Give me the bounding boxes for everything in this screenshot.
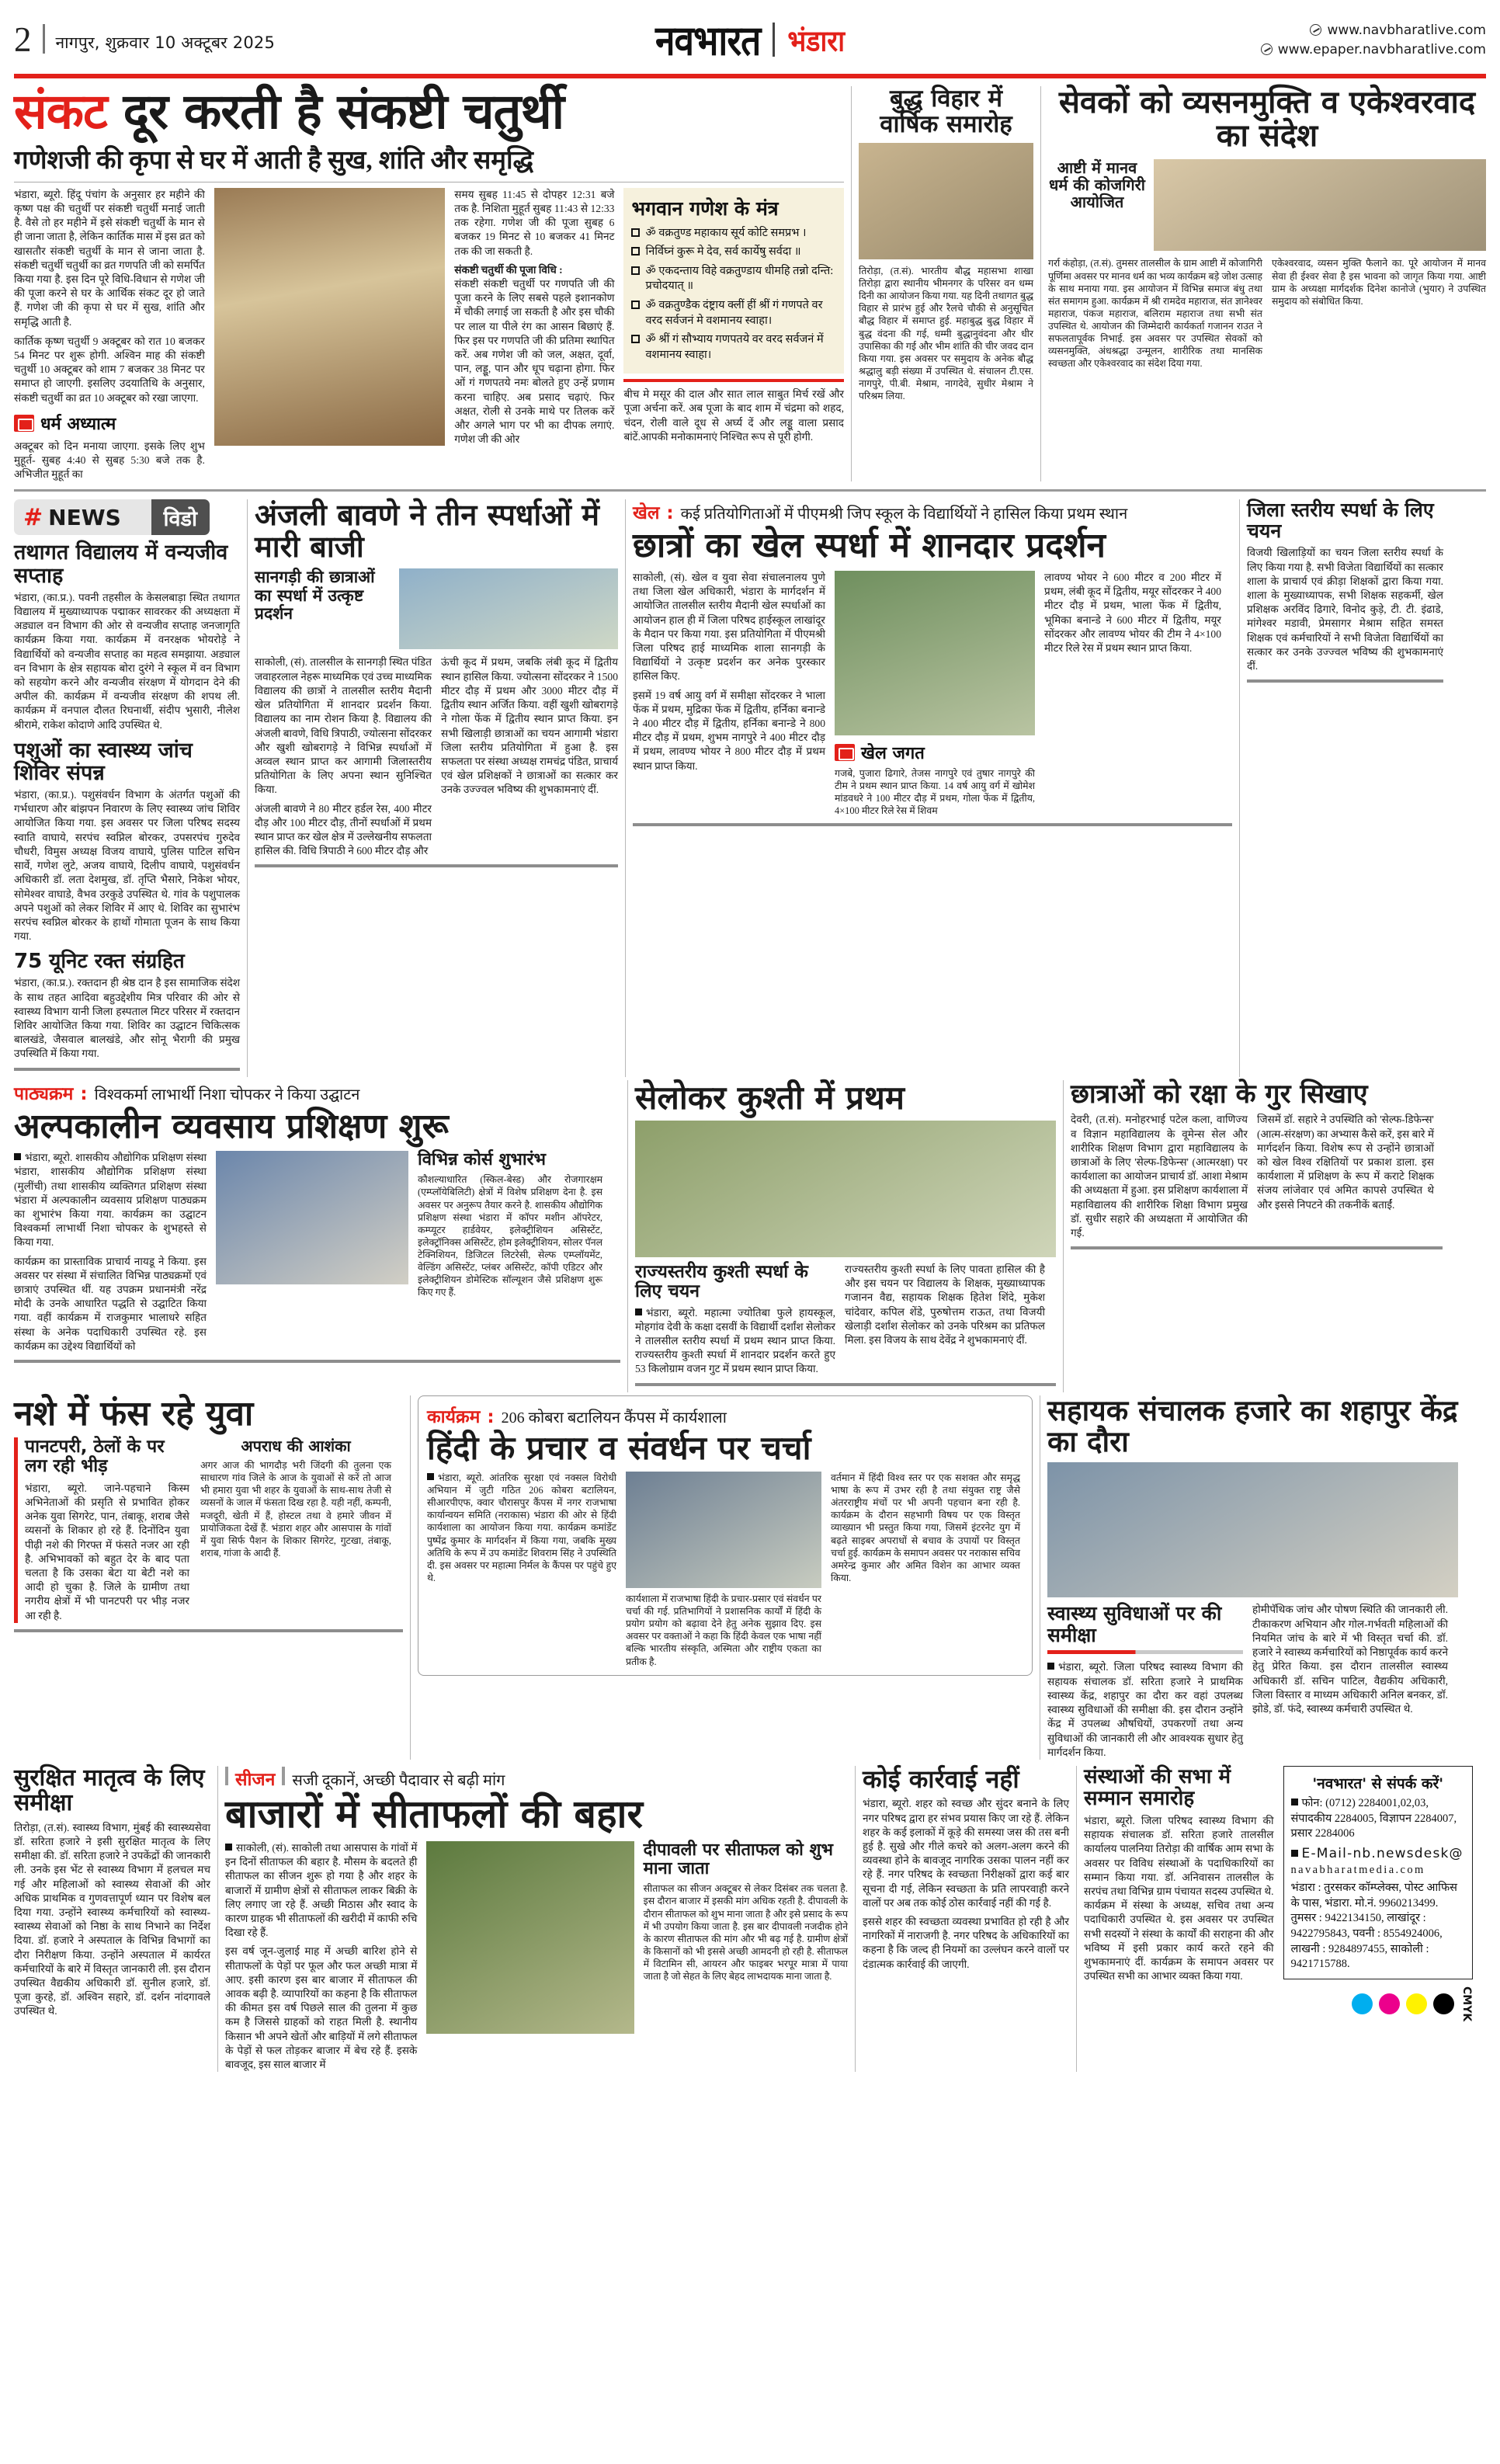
contact-email-domain[interactable]: navabharatmedia.com xyxy=(1290,1864,1425,1877)
mantra-box-rule xyxy=(623,379,844,382)
tathagat-body: भंडारा, (का.प्र.). पवनी तहसील के केसलबाड़ा स्थित तथागत विद्यालय में मुख्याध्यापक पद्माकर सावरकर की अध्यक्षता में अड्याल वन विभाग की ओर से वन्यजीव सप्ताह जनजागृति कार्यक्रम किया गया. कार्यक्रम में वनरक्षक भोयरोड़े ने विद्यार्थियों को वन्यजीव सप्ताह का महत्व समझाया. अड्याल वन विभाग के क्षेत्र सहायक बोरा दुरंगे ने स्कूल में वन विभाग को सहयोग करने और वन्यजीव संरक्षण में योगदान देने की अपील की. कार्यक्रम में वन्यजीव संरक्षण की शपथ ली. कार्यक्रम में वनपाल दौलत रिघनार्थी, संदीप भुसारी, नीलेश श्रीरामे, राकेश कोदाणे आदि उपस्थित थे. xyxy=(14,591,240,731)
kicker-bar xyxy=(225,1767,228,1785)
fourth-section xyxy=(14,1395,1486,1760)
kicker-colon: : xyxy=(80,1083,88,1104)
district-selection-story xyxy=(1240,499,1443,1076)
kushti-caption: राज्यस्तरीय कुश्ती स्पर्धा के लिए चयन xyxy=(635,1261,808,1302)
place-date: नागपुर, शुक्रवार 10 अक्टूबर 2025 xyxy=(55,33,276,53)
sahayak-headline: सहायक संचालक हजारे का शहापुर केंद्र का दौरा xyxy=(1047,1393,1458,1458)
fifth-section xyxy=(14,1766,1486,2072)
checkbox-icon xyxy=(631,266,640,275)
contact-title: 'नवभारत' से संपर्क करें' xyxy=(1312,1774,1444,1792)
kushti-headline: सेलोकर कुश्ती में प्रथम xyxy=(635,1078,905,1117)
cobra-workshop-photo xyxy=(626,1472,821,1588)
buddha-vihar-story xyxy=(852,86,1040,481)
lead-para-1: भंडारा, ब्यूरो. हिंदू पंचांग के अनुसार हर महीने की कृष्ण पक्ष की चतुर्थी पर संकष्टी चतुर्थी मनाई जाती है. वैसे तो हर महीने में इसे संकष्टी चतुर्थी के मान से ही जाना जाता है, लेकिन कार्तिक मास में इस व्रत को खासतौर संकष्टी चतुर्थी के मान से जाना जाता है. संकष्टी चतुर्थी चतुर्थी का व्रत गणपति जी को समर्पित किया गया है. इस दिन पूरे विधि-विधान से गणेश जी की पूजा करने से घर के आर्थिक संकट दूर हो जाते हैं. गणेश जी की कृपा से घर में सुख, शांति और समृद्धि आती है. xyxy=(14,188,205,328)
course-kicker xyxy=(14,1080,620,1105)
district-body: विजयी खिलाड़ियों का चयन जिला स्तरीय स्पर्धा के लिए किया गया है. सभी विजेता विद्यार्थियों का सत्कार शाला के प्राचार्य एवं क्रीड़ा शिक्षकों द्वारा किया गया. शाला के मुख्याध्यापक, सभी शिक्षक सहकर्मी, खेल प्रशिक्षक अरविंद ढिगारे, विनोद कुड़े, टी. टी. इंढाडे, मांगेश्वर मडावी, प्रेमसागर मेश्राम सहित समस्त शिक्षक एवं कर्मचारियों ने सभी विजेता विद्यार्थियों का सत्कार कर उनके उज्ज्वल भविष्य की शुभकामनाएं दीं. xyxy=(1247,547,1443,672)
course-story xyxy=(14,1080,627,1392)
sewak-headline: सेवकों को व्यसनमुक्ति व एकेश्वरवाद का संदेश xyxy=(1058,85,1476,155)
sports-headline: छात्रों का खेल स्पर्धा में शानदार प्रदर्शन xyxy=(633,526,1106,566)
course-para-2: कार्यक्रम का प्रास्ताविक प्राचार्य नायडू ने किया. इस अवसर पर संस्था में संचालित विभिन्न पाठ्यक्रमों एवं छात्राएं उपस्थित थीं. यह उपक्रम प्रधानमंत्री नरेंद्र मोदी के उनके आधारित पद्धति से उद्घाटित किया गया. वहीं कार्यक्रम में राजकुमार भालाधरे सहित संस्था के अनेक पदाधिकारी उपस्थित रहे. इस कार्यक्रम का उद्देश्य विद्यार्थियों को xyxy=(14,1255,207,1352)
checkbox-icon xyxy=(631,301,640,309)
kushti-winner-photo xyxy=(635,1121,1056,1257)
buddha-headline: बुद्ध विहार में वार्षिक समारोह xyxy=(880,85,1012,139)
pashu-headline: पशुओं का स्वास्थ्य जांच शिविर संपन्न xyxy=(14,738,193,785)
magenta-dot xyxy=(1379,1993,1400,2014)
sports-kicker-text: कई प्रतियोगिताओं में पीएमश्री जिप स्कूल के विद्यार्थियों ने हासिल किया प्रथम स्थान xyxy=(680,506,1128,523)
cobra-headline: हिंदी के प्रचार व संवर्धन पर चर्चा xyxy=(427,1428,811,1467)
nashe-sub-right: अपराध की आशंका xyxy=(241,1437,351,1456)
sahayak-visit-photo xyxy=(1047,1462,1458,1597)
anjali-story xyxy=(248,499,625,1076)
hash-icon: # xyxy=(23,503,43,531)
koi-para-1: भंडारा, ब्यूरो. शहर को स्वच्छ और सुंदर बनाने के लिए नगर परिषद द्वारा हर संभव प्रयास किए जा रहे हैं. लेकिन शहर के कई इलाकों में कूड़े की समस्या जस की तस बनी हुई है. सुखे और गीले कचरे को अलग-अलग करने की व्यवस्था होने के बावजूद नागरिक उसका पालन नहीं कर रहे हैं. नगर परिषद के स्वच्छता निरीक्षकों द्वारा कई बार सूचना दी गई, लेकिन स्वच्छता के प्रति लापरवाही करने वालों पर अब तक कोई ठोस कार्रवाई नहीं की गई है. xyxy=(863,1798,1069,1909)
khel-jagat-tag xyxy=(835,741,925,764)
top-section xyxy=(14,83,1486,481)
course-inauguration-photo xyxy=(216,1151,408,1284)
url-text-1: www.navbharatlive.com xyxy=(1327,22,1486,38)
masthead-left xyxy=(14,19,348,59)
mantra-item xyxy=(631,298,836,328)
aashti-event-photo xyxy=(1154,159,1486,251)
sitafal-sidebar-title: दीपावली पर सीताफल को शुभ माना जाता xyxy=(643,1840,833,1879)
matritva-headline: सुरक्षित मातृत्व के लिए समीक्षा xyxy=(14,1764,205,1817)
masthead-red-rule xyxy=(14,74,1486,78)
sports-kicker xyxy=(633,499,1232,524)
matritva-story xyxy=(14,1766,217,2072)
second-section xyxy=(14,499,1486,1076)
sanstha-headline: संस्थाओं की सभा में सम्मान समारोह xyxy=(1084,1764,1231,1810)
course-sidebar-title: विभिन्न कोर्स शुभारंभ xyxy=(418,1150,547,1170)
masthead-center xyxy=(348,16,1152,64)
yellow-dot xyxy=(1406,1993,1427,2014)
lead-headline xyxy=(14,83,844,140)
sports-team-photo xyxy=(835,571,1035,735)
lead-photo-wrap xyxy=(214,188,445,482)
mantra-item xyxy=(631,264,836,294)
lead-headline-highlight: संकट xyxy=(14,83,107,140)
kushti-body-2: राज्यस्तरीय कुश्ती स्पर्धा के लिए पावता हासिल की है और इस चयन पर विद्यालय के शिक्षक, मुख्याध्यापक गजानन वैद्य, सहायक शिक्षक हितेश शिंदे, मुकेश चांदेवार, कपिल शेंडे, पुरुषोत्तम राऊत, तथा विजयी खेलाड़ी दर्शांश सेलोकर को उनके परिश्रम का प्रतिफल मिला. इस विजय के साथ देवेंद्र ने शुभकामनाएं दीं. xyxy=(845,1263,1045,1346)
lead-story xyxy=(14,83,851,481)
left-sidebar xyxy=(14,499,247,1076)
black-dot xyxy=(1433,1993,1454,2014)
sahayak-story xyxy=(1040,1395,1458,1760)
course-kicker-tag: पाठ्यक्रम xyxy=(14,1083,74,1104)
mantra-text: ॐ वक्रतुण्ड महाकाय सूर्य कोटि समप्रभ । xyxy=(645,226,807,239)
course-para-1: भंडारा, ब्यूरो. शासकीय औद्योगिक प्रशिक्षण संस्था भंडारा, शासकीय औद्योगिक प्रशिक्षण संस्था (मुलींची) तथा शासकीय व्यक्तिगत प्रशिक्षण संस्था भंडारा में अल्पकालीन व्यवसाय प्रशिक्षण पाठ्यक्रम का शुभारंभ किया गया. कार्यक्रम का उद्घाटन विश्वकर्मा लाभार्थी निशा चोपकर के शुभहस्ते से किया गया. xyxy=(14,1152,207,1249)
sitafal-kicker-text: सजी दूकानें, अच्छी पैदावार से बढ़ी मांग xyxy=(292,1771,505,1789)
pashu-body: भंडारा, (का.प्र.). पशुसंवर्धन विभाग के अंतर्गत पशुओं की गर्भधारण और बांझपन निवारण के लिए स्वास्थ्य जांच शिविर आयोजित किया गया. इस अवसर पर जिला परिषद सदस्य स्वाति वाघाये, सरपंच स्वप्निल बोरकर, उपसरपंच गुरुदेव चौधरी, विमुस अध्यक्ष विजय वाघाये, पुलिस पाटिल सचिन सार्वे, गणेश लुटे, अजय वाघाये, दिलीप वाघाये, पशुसंवर्धन अधिकारी डॉ. लता देशमुख, डॉ. तृप्ति भैसारे, निकेश भोयर, सोमेश्वर वाघाडे, वैभव उरकुडे उपस्थित थे. गांव के पशुपालक अपने पशुओं को लेकर शिविर में आए थे. शिविर का सुभारंभ सरपंच स्वप्निल बोरकर के हाथों गोमाता पूजन के साथ किया गया. xyxy=(14,789,240,943)
sewak-sub-kicker: आष्टी में मानव धर्म की कोजगिरी आयोजित xyxy=(1049,158,1145,212)
url-text-2: www.epaper.navbharatlive.com xyxy=(1277,41,1486,57)
cobra-para-3: वर्तमान में हिंदी विश्व स्तर पर एक सशक्त और समृद्ध भाषा के रूप में उभर रही है तथा संयुक्त राष्ट्र जैसे अंतरराष्ट्रीय मंचों पर भी अपनी पहचान बना रही है. कार्यक्रम के दौरान सहभागी विषय पर एक विस्तृत व्याख्यान भी प्रस्तुत किया गया, जिसमें इंटरनेट युग में बढ़ते साइबर अपराधों से बचाव के उपायों पर विस्तृत चर्चा हुई. कार्यक्रम के समापन अवसर पर नराकास सचिव अमरेन्द्र कुमार और अमित विशेन का आभार व्यक्त किया. xyxy=(831,1472,1020,1583)
website-url-2[interactable] xyxy=(1261,42,1486,57)
course-headline: अल्पकालीन व्यवसाय प्रशिक्षण शुरू xyxy=(14,1106,449,1146)
sewak-para-2: एकेश्वरवाद, व्यसन मुक्ति फैलाने का. पूरे आयोजन में मानव सेवा ही ईश्वर सेवा है इस भावना को जागृत किया गया. आष्टी ग्राम के अध्यक्षा मार्गदर्शक दिनेश कानोजे (भुयार) ने उपस्थित समुदाय को संबोधित किया. xyxy=(1272,258,1486,307)
anjali-subhead: सानगड़ी की छात्राओं का स्पर्धा में उत्कृष्ट प्रदर्शन xyxy=(255,568,375,623)
cmyk-registration-marks xyxy=(1352,1993,1454,2014)
sports-icon xyxy=(835,744,855,761)
sports-para-3: गजबे, पुजारा ढिगारे, तेजस नागपुरे एवं तुषार नागपुरे की टीम ने प्रथम स्थान प्राप्त किया. 14 वर्ष आयु वर्ग में खोमेश मांडवधरे ने 100 मीटर दौड़ में प्रथम, गोला फेंक में द्वितीय, 4×100 मीटर रिले रेस में शिवम xyxy=(835,767,1035,817)
anjali-students-photo xyxy=(399,568,618,649)
contact-phone: फोन: (0712) 2284001,02,03, संपादकीय 2284005, विज्ञापन 2284007, प्रसार 2284006 xyxy=(1290,1796,1457,1840)
sitafal-para-1: साकोली, (सं). साकोली तथा आसपास के गांवों में इन दिनों सीताफल की बहार है. मौसम के बदलते ही सीताफल का सीजन शुरू हो गया है और शहर के बाजारों में ग्रामीण क्षेत्रों से सीताफल लाकर बिक्री के लिए लगाए जा रहे हैं. अच्छी मिठास और स्वाद के कारण ग्राहक भी सीताफलों की खरीदी में काफी रुचि दिखा रहे हैं. xyxy=(225,1841,418,1939)
cobra-para-2: कार्यशाला में राजभाषा हिंदी के प्रचार-प्रसार एवं संवर्धन पर चर्चा की गई. प्रतिभागियों ने प्रशासनिक कार्यों में हिंदी के प्रयोग प्रयोग को बढ़ावा देने हेतु अनेक सुझाव दिए. इस अवसर पर वक्ताओं ने कहा कि हिंदी केवल एक भाषा नहीं बल्कि भारतीय संस्कृति, अस्मिता और राष्ट्रीय एकता का प्रतीक है. xyxy=(626,1593,821,1667)
lead-col2-para-1: समय सुबह 11:45 से दोपहर 12:31 बजे तक है. निशिता मुहूर्त सुबह 11:43 से 12:33 तक रहेगा. गणेश जी की पूजा सुबह 6 बजकर 19 मिनट से 10 बजकर 41 मिनट तक की जा सकती है. xyxy=(454,188,615,257)
newspaper-logo: नवभारत xyxy=(655,16,761,65)
cmyk-label: CMYK xyxy=(1460,1986,1473,2022)
cobra-box xyxy=(418,1395,1033,1676)
koi-headline: कोई कार्रवाई नहीं xyxy=(863,1764,1019,1794)
sewak-para-1: गर्रा कंहोड़ा, (त.सं). तुमसर तालसील के ग्राम आष्टी में कोजागिरी पूर्णिमा अवसर पर मानव धर्म का भव्य कार्यक्रम बड़े जोश उत्साह के साथ मनाया गया. इस आयोजन में विभिन्न समाज बंधु तथा संत समागम हुआ. कार्यक्रम में श्री रामदेव महाराज, संत ज्ञानेश्वर महाराज, पंकज महाराज, बलिराम महाराज तथा सभी संत उपस्थित थे. आयोजन की जिम्मेदारी कार्यकर्ता गजानन राउत ने सफलतापूर्वक निभाई. इस अवसर पर उपस्थित सेवकों को व्यसनमुक्ति, अंधश्रद्धा उन्मूलन, शारीरिक तथा मानसिक स्वच्छता और एकेश्वरवाद का संदेश दिया गया. xyxy=(1048,258,1262,370)
koi-para-2: इससे शहर की स्वच्छता व्यवस्था प्रभावित हो रही है और नागरिकों में नाराजगी है. नगर परिषद के अधिकारियों का कहना है कि जल्द ही नियमों का उल्लंघन करने वालों पर दंडात्मक कार्रवाई की जाएगी. xyxy=(863,1916,1069,1970)
cobra-kicker-tag: कार्यक्रम xyxy=(427,1406,481,1427)
news-video-badge[interactable] xyxy=(14,499,210,535)
district-headline: जिला स्तरीय स्पर्धा के लिए चयन xyxy=(1247,499,1434,543)
anjali-para-2: अंजली बावणे ने 80 मीटर हर्डल रेस, 400 मीटर दौड़ और 100 मीटर दौड़, तीनों स्पर्धाओं में प्रथम स्थान प्राप्त कर खेल क्षेत्र में उल्लेखनीय सफलता हासिल की. विधि त्रिपाठी ने 600 मीटर दौड़ और xyxy=(255,802,432,857)
lead-subhead: गणेशजी की कृपा से घर में आती है सुख, शांति और समृद्धि xyxy=(14,146,533,175)
logo-separator xyxy=(773,23,775,57)
mantra-box-title: भगवान गणेश के मंत्र xyxy=(631,196,779,220)
mantra-box xyxy=(623,188,844,374)
contact-address: भंडारा : तुरसकर कॉम्प्लेक्स, पोस्ट आफिस के पास, भंडारा. मो.नं. 9960213499. xyxy=(1290,1881,1457,1910)
checkbox-icon xyxy=(631,228,640,237)
sports-para-2: इसमें 19 वर्ष आयु वर्ग में समीक्षा सोंदरकर ने भाला फेंक में प्रथम, मुद्रिका फेंक में द्वितीय, हर्निका बनान्डे ने 400 मीटर दौड़ में द्वितीय, हर्निका बनान्डे ने 800 मीटर दौड़ में प्रथम, शुभम नागपुरे ने 400 मीटर दौड़ में प्रथम, लावण्य भोयर ने 800 मीटर दौड़ में प्रथम स्थान प्राप्त किया. xyxy=(633,689,825,772)
blood-headline: 75 यूनिट रक्त संग्रहित xyxy=(14,950,185,974)
kicker-bar xyxy=(282,1767,285,1785)
cobra-para-1: भंडारा, ब्यूरो. आंतरिक सुरक्षा एवं नक्सल विरोधी अभियान में जुटी गठित 206 कोबरा बटालियन, सीआरपीएफ, क्वार चौरासपुर कैंपस में नगर राजभाषा कार्यान्वयन समिति (नराकास) भंडारा की ओर से हिंदी कार्यशाला का आयोजन किया गया. कार्यक्रम कमांडेंट पुष्पेंद्र कुमार के मार्गदर्शन में किया गया, जबकि मुख्य अतिथि के रूप में उप कमांडेंट शिवराम सिंह ने उपस्थिति दी. इस अवसर पर महात्मा निर्मल के कैंपस पर पहुंचे हुए थे. xyxy=(427,1472,616,1583)
nashe-sub-left: पानटपरी, ठेलों के पर लग रही भीड़ xyxy=(25,1437,165,1477)
checkbox-icon xyxy=(631,335,640,343)
temple-icon xyxy=(14,415,34,432)
cobra-story xyxy=(411,1395,1040,1760)
blood-body: भंडारा, (का.प्र.). रक्तदान ही श्रेष्ठ दान है इस सामाजिक संदेश के साथ तहत आदिवा बहुउद्देशीय मित्र परिवार की ओर से स्वास्थ्य विभाग यानी जिला हस्पताल मिटर परिसर में रक्तदान शिविर आयोजित किया गया. शिविर का उद्घाटन चिकित्सक बालखंडे, जैसवाल बालखंडे, और सोनू भैरागी की प्रमुख उपस्थिति में किया गया. xyxy=(14,977,240,1060)
third-section xyxy=(14,1080,1486,1392)
contact-email[interactable]: E-Mail-nb.newsdesk@ xyxy=(1291,1845,1466,1863)
sports-para-1: साकोली, (सं). खेल व युवा सेवा संचालनालय पुणे तथा जिला खेल अधिकारी, भंडारा के मार्गदर्शन में आयोजित तालसील स्तरीय मैदानी खेल स्पर्धाओं का आयोजन हाल ही में जिला परिषद हाईस्कूल लाखांदूर के मैदान पर किया गया. इस प्रतियोगिता में पीएमश्री जिला परिषद हाई माध्यमिक शाला सानगड़ी के विद्यार्थियों ने उत्कृष्ट प्रदर्शन कर अनेक पुरस्कार हासिल किए. xyxy=(633,571,825,683)
dharma-section-tag xyxy=(14,412,116,435)
page-number: 2 xyxy=(14,19,32,59)
website-url-1[interactable] xyxy=(1310,23,1486,38)
kushti-story xyxy=(628,1080,1063,1392)
anjali-para-3: ऊंची कूद में प्रथम, जबकि लंबी कूद में द्वितीय स्थान हासिल किया. ज्योत्सना सोंदरकर ने 1500 मीटर दौड़ में प्रथम और 3000 मीटर दौड़ में द्वितीय स्थान अर्जित किया. वहीं खुशी खोबरागड़े ने गोला फेंक में द्वितीय स्थान प्राप्त किया. इन सभी खिलाड़ी छात्राओं का चयन आगामी भंडारा जिला स्तरीय प्रतियोगिता में हुआ है. इस सफलता पर संस्था अध्यक्ष रामचंद्र पंडित, प्राचार्य एवं खेल प्रशिक्षकों ने छात्राओं का सत्कार कर उनके उज्ज्वल भविष्य की शुभकामनाएं दीं. xyxy=(441,656,618,796)
sewak-story xyxy=(1041,86,1486,481)
sports-story xyxy=(626,499,1239,1076)
raksha-body-2: जिसमें डॉ. सहारे ने उपस्थिति को 'सेल्फ-डिफेन्स' (आत्म-संरक्षण) का अभ्यास कैसे करें, इस बारे में मार्गदर्शन किया. विशेष रूप से उन्होंने छात्राओं को खेल विश्व रक्षितियों पर प्रकाश डाला. इस कार्यशाला में प्रशिक्षण के रूप में कराटे शिक्षक संजय लांजेवार एवं अमित कापसे उपस्थित थे और इससे निपटने की तकनीकें बताईं. xyxy=(1257,1114,1434,1211)
lead-col-2 xyxy=(454,188,614,482)
sitafal-kicker xyxy=(225,1766,848,1791)
news-label: NEWS xyxy=(48,504,121,530)
nashe-para-1: भंडारा, ब्यूरो. जाने-पहचाने किस्म अभिनेताओं की प्रसृति से प्रभावित होकर अनेक युवा सिगरेट, पान, तंबाकू, शराब जैसे व्यसनों के शिकार हो रहे हैं. दिनोंदिन युवा पीढ़ी नशे की गिरफ्त में फंसते नजर आ रही है. अभिभावकों को बहुत देर के बाद पता चलता है कि उसका बेटा या बेटी नशे का आदी हो चुका है. जिले के ग्रामीण तथा नगरीय क्षेत्रों में भी पानटपरी पर भीड़ नजर आ रही है. xyxy=(25,1482,189,1621)
cyan-dot xyxy=(1352,1993,1373,2014)
sports-para-4: लावण्य भोयर ने 600 मीटर व 200 मीटर में प्रथम, लंबी कूद में द्वितीय, मयूर सोंदरकर ने 400 मीटर दौड़ में प्रथम, भाला फेंक में द्वितीय, भूमिका बनान्डे ने 600 मीटर में द्वितीय, मयूर सोंदरकर और लावण्य भोयर की टीम ने 4×100 मीटर रिले रेस में प्रथम स्थान प्राप्त किया. xyxy=(1044,571,1221,654)
globe-icon xyxy=(1310,24,1321,36)
lead-para-2: कार्तिक कृष्ण चतुर्थी 9 अक्टूबर को रात 10 बजकर 54 मिनट पर शुरू होगी. अश्विन माह की संकष्टी चतुर्थी 10 अक्टूबर को शाम 7 बजकर 38 मिनट पर समाप्त हो जाएगी. इसलिए उदयातिथि के अनुसार, संकष्टी चतुर्थी का व्रत 10 अक्टूबर को रखा जाएगा. xyxy=(14,335,205,404)
lead-headline-rest: दूर करती है संकष्टी चतुर्थी xyxy=(123,83,564,140)
contact-phones-2: तुमसर : 9422134150, लाखांदूर : 9422795843, पवनी : 8554924006, लाखनी : 9284897455, साकोली : 9421715788. xyxy=(1290,1912,1443,1971)
kicker-colon: : xyxy=(666,503,674,524)
chhatra-raksha-story xyxy=(1064,1080,1443,1392)
sanstha-story xyxy=(1077,1766,1473,2072)
mantra-text: ॐ वक्रतुण्डैक दंष्ट्राय क्लीं हीं श्रीं गं गणपते वर वरद सर्वजनं मे वशमानय स्वाहा। xyxy=(645,299,823,327)
ganesh-idol-photo xyxy=(214,188,445,446)
matritva-body: तिरोड़ा, (त.सं). स्वास्थ्य विभाग, मुंबई की स्वास्थ्यसेवा डॉ. सरिता हजारे ने इसी सुरक्षित मातृत्व के लिए समीक्षा की. डॉ. सरिता हजारे ने उपकेंद्रों की जानकारी ली. उनके इस भेंट से स्वास्थ्य विभाग में हलचल मच गई और महिलाओं को स्वास्थ्य सेवाओं की ओर अधिक प्राथमिक व गुणवत्तापूर्ण ध्यान पर विशेष बल दिया गया. उन्होंने स्वास्थ्य कर्मचारियों को स्वास्थ्य-स्वास्थ्य सेवाओं को निष्ठा के साथ निभाने का निर्देश दिया. डॉ. हजारे ने अस्पताल के विभिन्न विभागों का दौरा निरीक्षण किया. उन्होंने अस्पताल में कार्यरत कर्मचारियों के बारे में विस्तृत जानकारी ली. इस दौरान उपस्थित वैद्यकीय अधिकारी डॉ. सुनील हजारे, डॉ. पूजा कुरहे, डॉ. अश्विन सहारे, डॉ. दर्शन नांदगावले उपस्थित थे. xyxy=(14,1821,210,2017)
khel-jagat-label: खेल जगत xyxy=(861,743,925,763)
anjali-headline: अंजली बावणे ने तीन स्पर्धाओं में मारी बाजी xyxy=(255,498,599,565)
koi-story xyxy=(856,1766,1076,2072)
kicker-colon: : xyxy=(487,1406,495,1427)
globe-icon xyxy=(1261,43,1273,55)
buddha-vihar-photo xyxy=(859,143,1033,259)
puja-vidhi-label: संकष्टी चतुर्थी की पूजा विधि : xyxy=(454,263,563,276)
sitafal-para-2: इस वर्ष जून-जुलाई माह में अच्छी बारिश होने से सीताफलों के पेड़ों पर फूल और फल अच्छी मात्रा में आए. इसी कारण इस बार बाजार में सीताफल की आवक बढ़ी है. व्यापारियों का कहना है कि सीताफल की कीमत इस वर्ष पिछले साल की तुलना में कुछ कम है जिससे ग्राहकों को राहत मिली है. स्थानीय किसान भी अपने खेतों और बाड़ियों में लगे सीताफल के पेड़ों से फल तोड़कर बाजार में बेच रहे हैं. इसके बावजूद, इस साल बाजार में xyxy=(225,1945,418,2070)
lead-col-1 xyxy=(14,188,205,482)
edition-name: भंडारा xyxy=(787,24,845,59)
mantra-column xyxy=(623,188,844,482)
nashe-headline: नशे में फंस रहे युवा xyxy=(14,1393,254,1434)
mantra-text: ॐ एकदन्ताय विहे वक्रतुण्डाय धीमहि तन्नो दन्ति: प्रचोदयात् ॥ xyxy=(645,264,834,293)
mantra-text: निर्विघ्नं कुरू मे देव, सर्व कार्येषु सर्वदा ॥ xyxy=(645,245,801,259)
sahayak-body: भंडारा, ब्यूरो. जिला परिषद स्वास्थ्य विभाग की सहायक संचालक डॉ. सरिता हजारे ने प्राथमिक स्वास्थ्य केंद्र, शहापुर का दौरा कर वहां उपलब्ध स्वास्थ्य सुविधाओं की समीक्षा की. इस दौरान उन्होंने केंद्र में उपलब्ध औषधियों, उपकरणों तथा अन्य सुविधाओं की जानकारी ली और आवश्यक सुधार हेतु मार्गदर्शन किया. xyxy=(1047,1661,1243,1758)
mantra-item xyxy=(631,226,836,242)
sitafal-headline: बाजारों में सीताफलों की बहार xyxy=(225,1791,643,1837)
buddha-body: तिरोड़ा, (त.सं). भारतीय बौद्ध महासभा शाखा तिरोड़ा द्वारा स्थानीय भीमनगर के परिसर वन धम्म दिनी का आयोजन किया गया. यह दिनी तथागत बुद्ध विहार से प्रारंभ हुई और रैलचे चौकी से अनुसूचित बौद्ध विहार में समाप्त हुई. महाबुद्ध बुद्ध विहार में बुद्ध वंदना की गई, धम्मी बुद्धानुवंदना और धीर उपासिका की गई और भीम शांति की चीर जवद दान किया गया. इस अवसर पर समुदाय के अनेक बौद्ध श्रद्धालु बड़ी संख्या में उपस्थित थे. संचालन टी.एस. नागपुरे, पी.बी. मेश्राम, नागदेवे, सुधीर मेश्राम ने परिश्रम लिया. xyxy=(859,265,1033,402)
course-kicker-text: विश्वकर्मा लाभार्थी निशा चोपकर ने किया उद्घाटन xyxy=(94,1086,360,1103)
news-badge-left xyxy=(14,499,151,535)
sitafal-sidebar-body: सीताफल का सीजन अक्टूबर से लेकर दिसंबर तक चलता है. इस दौरान बाजार में इसकी मांग अधिक रहती है. दीपावली के दौरान सीताफल को शुभ माना जाता है और इसे प्रसाद के रूप में भी उपयोग किया जाता है. इस बार दीपावली नजदीक होने के कारण सीताफल की मांग और भी बढ़ गई है. ग्रामीण क्षेत्रों के किसानों को भी इससे अच्छी आमदनी हो रही है. सीताफल में विटामिन सी, आयरन और फाइबर भरपूर मात्रा में पाया जाता है जो सेहत के लिए बेहद लाभदायक माना जाता है. xyxy=(643,1883,848,1983)
sahayak-body-2: होमीपॅथिक जांच और पोषण स्थिति की जानकारी ली. टीकाकरण अभियान और गोल-गर्भवती महिलाओं की नियमित जांच के बारे में भी विस्तृत चर्चा की. डॉ. हजारे ने स्वास्थ्य कर्मचारियों को निष्ठापूर्वक कार्य करने हेतु प्रेरित किया. इस दौरान तालसील स्वास्थ्य अधिकारी डॉ. सचिन पाटिल, वैद्यकीय अधिकारी, जिला विस्तार व माध्यम अधिकारी अनिल बनकर, डॉ. झोडे, डॉ. फंदे, स्वास्थ्य कर्मचारी उपस्थित थे. xyxy=(1252,1604,1448,1715)
anjali-para-1: साकोली, (सं). तालसील के सानगड़ी स्थित पंडित जवाहरलाल नेहरू माध्यमिक एवं उच्च माध्यमिक विद्यालय की छात्रों ने तालसील स्तरीय मैदानी खेल प्रतियोगिता में शानदार प्रदर्शन किया. विद्यालय का नाम रोशन किया है. विद्यालय की अंजली बावणे, विधि त्रिपाठी, ज्योत्सना सोंदरकर और खुशी खोबरागड़े ने विभिन्न स्पर्धाओं में अव्वल स्थान प्राप्त कर आगामी जिलास्तरीय प्रतियोगिता के लिए अपना स्थान सुनिश्चित किया. xyxy=(255,656,432,796)
masthead-divider xyxy=(43,24,45,54)
lead-col2-para-2: संकष्टी संकष्टी चतुर्थी पर गणपति जी की पूजा करने के लिए सबसे पहले इशानकोण में चौकी लगाई जा सकती है और इस चौकी पर लाल या पीले रंग का आसन बिछाएं हैं. फिर इस पर गणपति जी की प्रतिमा स्थापित करें. अब गणेश जी को जल, अक्षत, दूर्वा, पान, लड्डू, पान और धूप चढ़ाना होगा. फिर ओं गं गणपतये नमः बोलते हुए उन्हें प्रणाम करना चाहिए. अब प्रसाद चढ़ाएं. फिर अक्षत, रोली से उनके माथे पर तिलक करें और अगले भाग पर भी का दीपक लगाएं. गणेश जी की ओर xyxy=(454,277,615,446)
nashe-story xyxy=(14,1395,410,1760)
mantra-item xyxy=(631,332,836,363)
dharma-tag-label: धर्म अध्यात्म xyxy=(40,414,116,434)
sitafal-market-photo xyxy=(426,1841,634,2034)
mantra-text: ॐ श्रीं गं सौभ्याय गणपतये वर वरद सर्वजनं में वशमानय स्वाहा। xyxy=(645,333,824,361)
raksha-body-1: देवरी, (त.सं). मनोहरभाई पटेल कला, वाणिज्य व विज्ञान महाविद्यालय के वूमेन्स सेल और शारीरिक शिक्षण विभाग द्वारा महाविद्यालय के छात्राओं के लिए 'सेल्फ-डिफेन्स' (आत्मरक्षा) पर कार्यशाला का आयोजन प्राचार्य डॉ. आशा मेश्राम की अध्यक्षता में हुआ. इस प्रशिक्षण कार्यशाला में महाविद्यालय की शारीरिक शिक्षा विभाग प्रमुख डॉ. सुधीर सहारे की अध्यक्षता में आयोजित की गई. xyxy=(1071,1114,1248,1239)
checkbox-icon xyxy=(631,247,640,255)
lead-para-3: अक्टूबर को दिन मनाया जाएगा. इसके लिए शुभ मुहूर्त- सुबह 4:40 से सुबह 5:30 बजे तक है. अभिजीत मुहूर्त का xyxy=(14,440,205,481)
video-label[interactable]: विडो xyxy=(151,499,210,535)
masthead xyxy=(14,11,1486,68)
masthead-right xyxy=(1152,23,1486,57)
sanstha-body: भंडारा, ब्यूरो. जिला परिषद स्वास्थ्य विभाग की सहायक संचालक डॉ. सरिता हजारे तालसील कार्यालय पालनिया तिरोड़ा की वार्षिक आम सभा के अवसर पर विविध संस्थाओं के पदाधिकारियों का सम्मान किया गया. डॉ. अनिवासन तालसील के सरपंच तथा विभिन्न ग्राम पंचायत सदस्य उपस्थित थे. कार्यक्रम में संस्था के अध्यक्ष, सचिव तथा अन्य पदाधिकारी उपस्थित थे. इस अवसर पर उपस्थित सभी सदस्यों ने संस्था के कार्यों की सराहना की और भविष्य में इसी प्रकार कार्य करते रहने की शुभकामनाएं दीं. कार्यक्रम के समापन अवसर पर उपस्थित सभी का आभार व्यक्त किया गया. xyxy=(1084,1815,1274,1983)
cobra-kicker-text: 206 कोबरा बटालियन कैंपस में कार्यशाला xyxy=(501,1409,727,1427)
nashe-para-2: अगर आज की भागदौड़ भरी जिंदगी की तुलना एक साधारण गांव जिले के आज के युवाओं से करें तो आज भी हमारा युवा भी शहर के युवाओं के साथ-साथ तेजी से व्यसनों के जाल में फंसता दिख रहा है. यही नहीं, कम्पनी, मजदूरी, खेती में हैं, होस्टल तथा वे हमारे जीवन में प्रायोजिकता देखें हैं. भंडारा शहर और आसपास के गांवों में युवा सिर्फ पैशन के शिकार सिगरेट, गुटखा, तंबाकू, शराब, गांजा के आदी हैं. xyxy=(200,1460,391,1559)
raksha-headline: छात्राओं को रक्षा के गुर सिखाए xyxy=(1071,1078,1368,1110)
course-sidebar-body: कौशल्याधारित (स्किल-बेस्ड) और रोजगारक्षम (एम्प्लॉयेबिलिटी) क्षेत्रों में विशेष प्रशिक्षण देना है. इस अवसर पर अनुरूप तैयार करने है. शासकीय औद्योगिक प्रशिक्षण संस्था भंडारा में कॉपर मशीन ऑपरेटर, कम्प्यूटर हार्डवेयर, इलेक्ट्रीशियन असिस्टेंट, इलेक्ट्रॉनिक्स असिस्टेंट, होम इलेक्ट्रीशियन, सोलर पॅनल टेक्निशियन, डिजिटल लिटरेसी, सेल्फ एम्प्लॉयमेंट, वेल्डिंग असिस्टेंट, प्लंबर असिस्टेंट, कॉपी एडिटर और इलेक्ट्रीशियन डोमेस्टिक सॉल्यूशन जैसे प्रशिक्षण शुरू किए गए हैं. xyxy=(418,1174,602,1298)
cobra-kicker xyxy=(427,1403,1023,1428)
mantra-item xyxy=(631,245,836,260)
contact-box xyxy=(1283,1766,1474,1979)
lead-col2-para-3: बीच मे मसूर की दाल और सात लाल साबुत मिर्च रखें और पूजा अर्चना करें. अब पूजा के बाद शाम में चंद्रमा को शहद, चंदन, रोली वाले दूध से अर्घ्य दें और लड्डू वाला प्रसाद बांटें.आपकी मनोकामनाएं निश्चित रूप से पूरी होगी. xyxy=(623,388,844,443)
sitafal-story xyxy=(218,1766,855,2072)
tathagat-headline: तथागत विद्यालय में वन्यजीव सप्ताह xyxy=(14,540,228,588)
sitafal-kicker-tag: सीजन xyxy=(235,1769,276,1790)
sports-kicker-tag: खेल xyxy=(633,503,660,524)
sahayak-sub: स्वास्थ्य सुविधाओं पर की समीक्षा xyxy=(1047,1602,1222,1646)
kushti-body: भंडारा, ब्यूरो. महात्मा ज्योतिबा फुले हायस्कूल, मोहगांव देवी के कक्षा दसवीं के विद्यार्थी दर्शांश सेलोकर ने तालसील स्तरीय स्पर्धा में प्रथम स्थान प्राप्त किया. राज्यस्तरीय कुश्ती स्पर्धा में शानदार प्रदर्शन करते हुए 53 किलोग्राम वजन गुट में प्रथम स्थान प्राप्त किया. xyxy=(635,1306,835,1375)
